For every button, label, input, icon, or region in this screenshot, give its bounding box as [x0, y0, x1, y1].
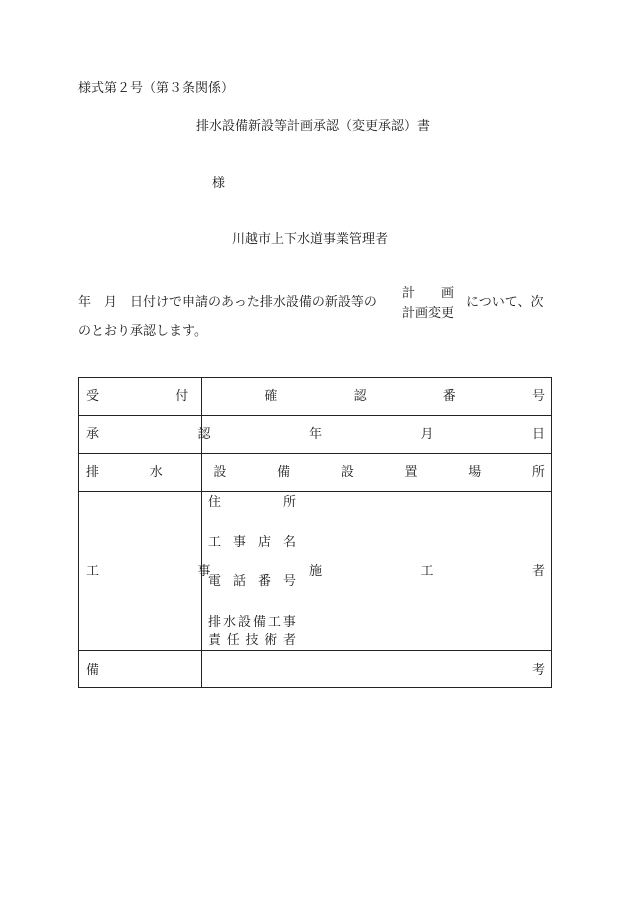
approval-text-line1-right: について、次	[466, 295, 544, 310]
sub-label-phone-number: 電 話 番 号	[208, 574, 296, 589]
remarks-field[interactable]	[202, 651, 551, 688]
approval-info-table	[78, 377, 552, 688]
sub-label-contractor-name: 工 事 店 名	[208, 535, 296, 550]
sub-label-engineer-line2: 責 任 技 術 者	[208, 633, 296, 648]
label-remarks: 備 考	[86, 663, 545, 678]
installation-location-field[interactable]	[202, 454, 551, 491]
label-contractor: 工 事 施 工 者	[86, 564, 545, 579]
label-receipt-number: 受 付 確 認 番 号	[86, 389, 545, 404]
form-number: 様式第２号（第３条関係）	[78, 81, 235, 96]
label-installation-location: 排 水 設 備 設 置 場 所	[86, 465, 545, 480]
issuer: 川越市上下水道事業管理者	[232, 232, 389, 247]
document-title: 排水設備新設等計画承認（変更承認）書	[196, 119, 431, 134]
approval-option-plan: 計 画	[402, 286, 455, 301]
receipt-number-field[interactable]	[202, 378, 551, 415]
approval-option-plan-change: 計画変更	[402, 306, 455, 321]
approval-text-line2: のとおり承認します。	[78, 324, 207, 339]
approval-text-line1-left: 年 月 日付けで申請のあった排水設備の新設等の	[78, 295, 377, 310]
label-approval-date: 承 認 年 月 日	[86, 427, 545, 442]
sub-label-engineer-line1: 排 水 設 備 工 事	[208, 615, 296, 630]
approval-date-field[interactable]	[202, 416, 551, 453]
sub-label-address: 住 所	[208, 495, 296, 510]
addressee-suffix: 様	[212, 176, 226, 191]
contractor-field[interactable]	[202, 492, 551, 650]
